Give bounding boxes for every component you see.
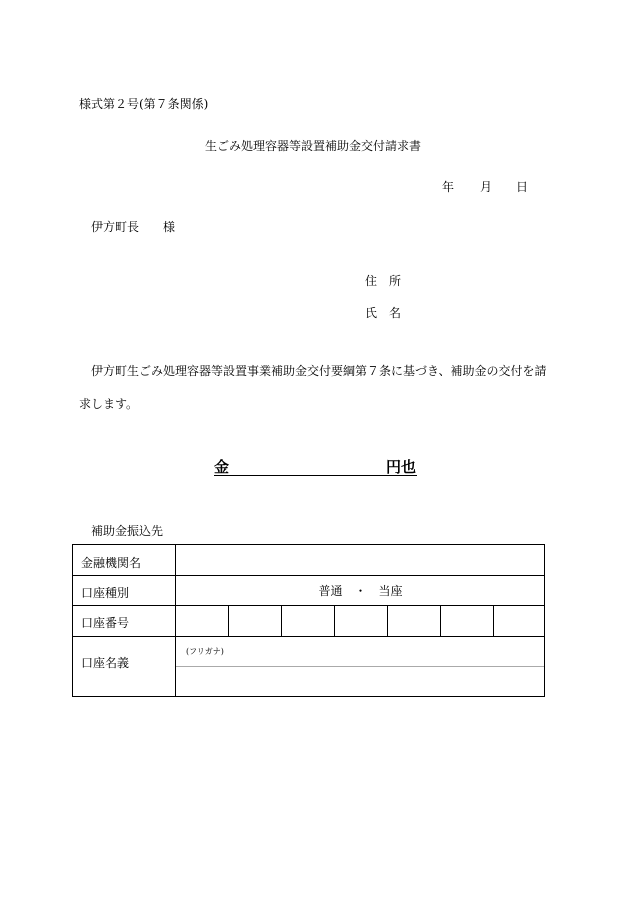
institution-label: 金融機関名 [81,556,142,570]
row-divider [73,575,544,576]
account-number-field[interactable] [176,606,544,636]
body-text-line-1: 伊方町生ごみ処理容器等設置事業補助金交付要綱第７条に基づき、補助金の交付を請 [91,364,547,378]
account-holder-label: 口座名義 [81,656,130,670]
account-holder-field[interactable] [176,667,544,696]
addressee: 伊方町長 様 [91,220,176,234]
institution-field[interactable] [176,545,544,575]
month-label: 月 [480,180,493,194]
body-text-line-2: 求します。 [79,397,139,411]
name-label: 氏 名 [365,306,402,320]
account-number-label: 口座番号 [81,616,130,630]
amount-suffix: 円也 [386,458,417,476]
account-type-options[interactable]: 普通 ・ 当座 [318,584,403,598]
amount-field[interactable] [214,475,417,476]
furigana-label: (フリガナ) [186,647,224,656]
year-label: 年 [442,180,455,194]
address-label: 住 所 [365,274,402,288]
bank-transfer-table [72,544,545,697]
day-label: 日 [516,180,529,194]
document-title: 生ごみ処理容器等設置補助金交付請求書 [205,139,422,153]
amount-prefix: 金 [214,458,230,476]
row-divider [73,636,544,637]
bank-section-heading: 補助金振込先 [91,524,164,538]
form-number: 様式第２号(第７条関係) [79,97,209,111]
account-type-label: 口座種別 [81,586,130,600]
